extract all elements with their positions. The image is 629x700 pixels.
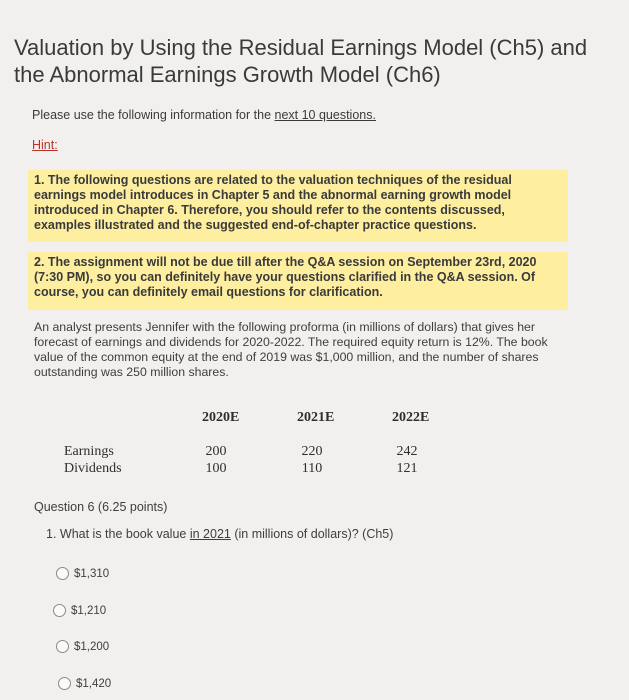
answer-option[interactable] — [56, 567, 109, 580]
table-cell: 242 — [396, 444, 418, 459]
radio-button[interactable] — [56, 640, 69, 653]
radio-button[interactable] — [58, 677, 71, 690]
answer-option-label: $1,200 — [74, 640, 110, 653]
answer-option-label: $1,420 — [76, 677, 112, 690]
row-label: Dividends — [64, 461, 122, 476]
table-cell: 100 — [205, 461, 227, 476]
question-header: Question 6 (6.25 points) — [34, 500, 168, 514]
highlight-note-1: 1. The following questions are related to the valuation techniques of the residual earnings model introduces in Chapter 5 and the abnormal earning growth model introduced in Chapter 6. Therefore, you should refer to the contents discussed, examples illustrated and the suggested end-of-chapter practice questions. — [28, 170, 568, 242]
question-suffix: (in millions of dollars)? (Ch5) — [230, 527, 394, 541]
answer-option-label: $1,310 — [74, 567, 110, 580]
row-label: Earnings — [64, 444, 114, 459]
answer-option[interactable] — [56, 640, 109, 653]
radio-button[interactable] — [56, 567, 69, 580]
table-cell: 110 — [301, 461, 323, 476]
intro-underlined: next 10 questions. — [274, 108, 376, 122]
year-header: 2022E — [392, 410, 430, 425]
scenario-text: An analyst presents Jennifer with the following proforma (in millions of dollars) that gives her forecast of earnings and dividends for 2020-2022. The required equity return is 12%. The book value of the common equity at the end of 2019 was $1,000 million, and the number of shares outstanding was 250 million shares. — [34, 320, 548, 379]
intro-text — [32, 108, 376, 122]
year-header: 2020E — [202, 410, 240, 425]
answer-option[interactable] — [58, 677, 111, 690]
answer-option[interactable] — [53, 604, 106, 617]
question-underlined: in 2021 — [189, 527, 231, 541]
radio-button[interactable] — [53, 604, 66, 617]
question-text — [46, 527, 393, 541]
table-cell: 200 — [205, 444, 227, 459]
page-title: Valuation by Using the Residual Earnings Model (Ch5) and the Abnormal Earnings Growth Model (Ch6) — [14, 35, 588, 87]
intro-prefix: Please use the following information for the — [32, 108, 275, 122]
table-cell: 121 — [396, 461, 418, 476]
answer-option-label: $1,210 — [71, 604, 107, 617]
question-prefix: 1. What is the book value — [46, 527, 190, 541]
table-cell: 220 — [301, 444, 323, 459]
highlight-note-2: 2. The assignment will not be due till after the Q&A session on September 23rd, 2020 (7:30 PM), so you can definitely have your questions clarified in the Q&A session. Of course, you can definitely email questions for clarification. — [28, 252, 568, 310]
hint-label: Hint: — [32, 138, 58, 152]
year-header: 2021E — [297, 410, 335, 425]
